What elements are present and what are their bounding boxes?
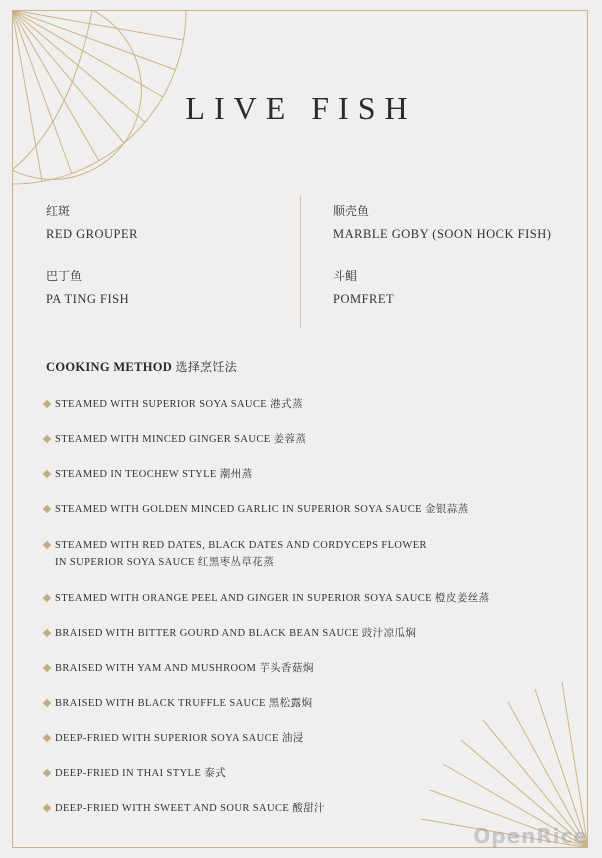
diamond-bullet-icon [43,505,51,513]
diamond-bullet-icon [43,594,51,602]
fish-name-en: POMFRET [333,292,395,306]
watermark: OpenRice [473,824,588,848]
diamond-bullet-icon [43,804,51,812]
cooking-method-item: STEAMED WITH GOLDEN MINCED GARLIC IN SUPERIOR SOYA SAUCE 金银蒜蒸 [42,501,469,518]
diamond-bullet-icon [43,541,51,549]
cooking-method-heading-en: COOKING METHOD [46,360,173,374]
fish-item [46,269,129,307]
diamond-bullet-icon [43,664,51,672]
cooking-method-item: STEAMED WITH SUPERIOR SOYA SAUCE 港式蒸 [42,396,303,413]
column-divider [300,196,301,328]
cooking-method-item: DEEP-FRIED WITH SWEET AND SOUR SAUCE 酸甜汁 [42,800,325,817]
diamond-bullet-icon [43,629,51,637]
diamond-bullet-icon [43,699,51,707]
diamond-bullet-icon [43,769,51,777]
diamond-bullet-icon [43,400,51,408]
cooking-method-item: BRAISED WITH YAM AND MUSHROOM 芋头香菇焖 [42,660,314,677]
diamond-bullet-icon [43,435,51,443]
cooking-method-item: BRAISED WITH BITTER GOURD AND BLACK BEAN SAUCE 豉汁凉瓜焖 [42,625,416,642]
cooking-method-heading [46,358,237,375]
fish-name-cn: 巴丁鱼 [46,269,83,283]
diamond-bullet-icon [43,734,51,742]
fish-name-en: MARBLE GOBY (SOON HOCK FISH) [333,227,552,241]
fish-name-en: RED GROUPER [46,227,138,241]
cooking-method-heading-cn: 选择烹饪法 [175,360,238,374]
cooking-method-item: DEEP-FRIED WITH SUPERIOR SOYA SAUCE 油浸 [42,730,304,747]
diamond-bullet-icon [43,470,51,478]
fish-name-cn: 斗鲳 [333,269,358,283]
cooking-method-item: STEAMED WITH ORANGE PEEL AND GINGER IN SUPERIOR SOYA SAUCE 橙皮姜丝蒸 [42,590,490,607]
cooking-method-item: DEEP-FRIED IN THAI STYLE 泰式 [42,765,226,782]
fish-name-cn: 顺壳鱼 [333,204,370,218]
page-title: LIVE FISH [185,90,417,126]
cooking-method-item: STEAMED IN TEOCHEW STYLE 潮州蒸 [42,466,252,483]
fish-item [46,204,138,242]
fish-item [333,269,394,307]
fish-name-en: PA TING FISH [46,292,130,306]
cooking-method-item: BRAISED WITH BLACK TRUFFLE SAUCE 黑松露焖 [42,695,312,712]
fish-name-cn: 红斑 [46,204,71,218]
cooking-method-item: STEAMED WITH RED DATES, BLACK DATES AND CORDYCEPS FLOWER IN SUPERIOR SOYA SAUCE 红黑枣丛草花蒸 [42,537,427,571]
cooking-method-item: STEAMED WITH MINCED GINGER SAUCE 姜蓉蒸 [42,431,306,448]
fish-item [333,204,551,242]
fan-ornament-bottom-right [418,672,588,848]
